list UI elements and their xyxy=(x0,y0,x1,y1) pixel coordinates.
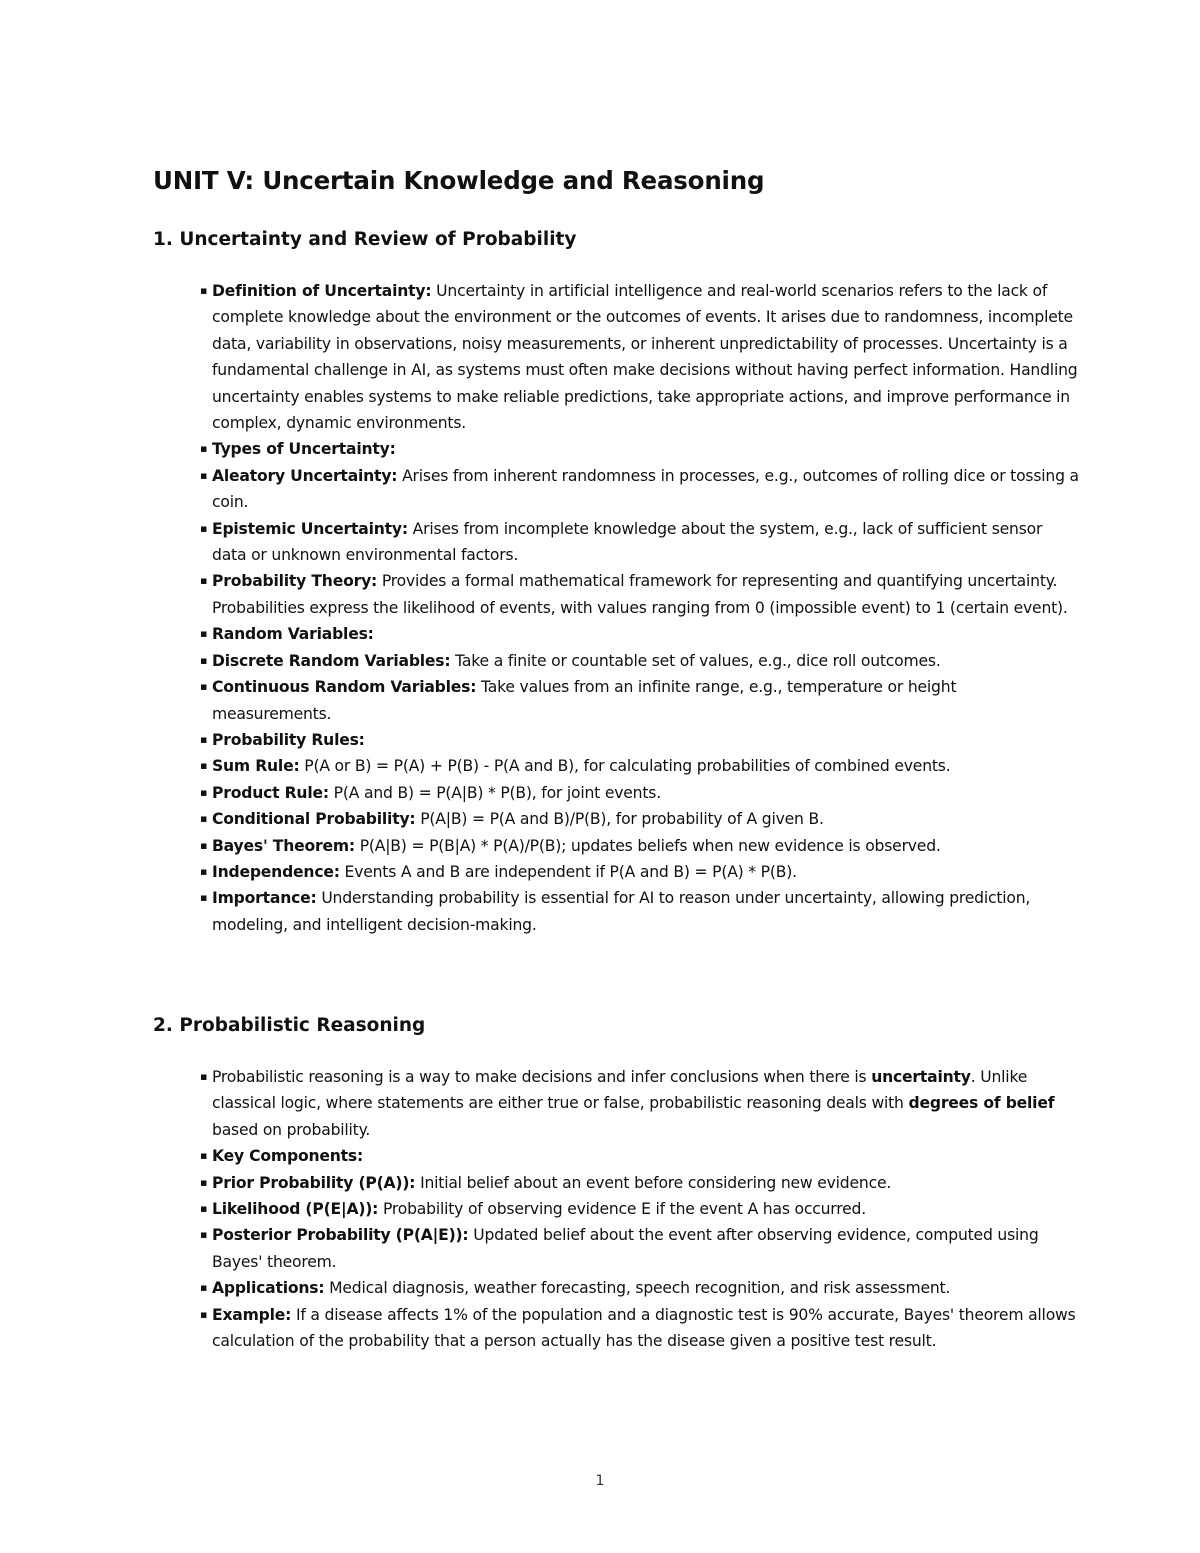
item-label: Discrete Random Variables: xyxy=(212,651,451,670)
bullet-icon: ▪ xyxy=(200,1228,208,1242)
item-label: Definition of Uncertainty: xyxy=(212,282,432,300)
list-item xyxy=(200,1222,1080,1275)
intro-text: Probabilistic reasoning is a way to make decisions and infer conclusions when there is xyxy=(212,1068,872,1086)
list-item xyxy=(200,833,1080,859)
item-label: Applications: xyxy=(212,1279,325,1298)
item-label: Bayes' Theorem: xyxy=(212,836,355,855)
bullet-icon: ▪ xyxy=(200,442,208,456)
item-text: Probability of observing evidence E if the event A has occurred. xyxy=(378,1200,866,1219)
bullet-icon: ▪ xyxy=(200,785,208,799)
list-item xyxy=(200,727,1080,753)
item-text: P(A|B) = P(A and B)/P(B), for probability of A given B. xyxy=(415,810,824,829)
bullet-icon: ▪ xyxy=(200,574,208,588)
item-label: Key Components: xyxy=(212,1147,364,1166)
list-item xyxy=(200,568,1080,621)
item-text: Take values from an infinite range, e.g., temperature or height measurements. xyxy=(212,678,957,723)
bullet-icon: ▪ xyxy=(200,732,208,746)
item-text: Events A and B are independent if P(A and B) = P(A) * P(B). xyxy=(339,862,797,881)
item-label: Aleatory Uncertainty: xyxy=(212,466,398,485)
bullet-icon: ▪ xyxy=(200,627,208,641)
item-text: Arises from inherent randomness in processes, e.g., outcomes of rolling dice or tossing a coin. xyxy=(212,466,1079,512)
list-item xyxy=(200,859,1080,885)
item-label: Random Variables: xyxy=(212,625,374,644)
item-label: Conditional Probability: xyxy=(212,810,416,829)
bullet-icon: ▪ xyxy=(200,680,208,694)
bullet-icon: ▪ xyxy=(200,838,208,852)
item-text: P(A or B) = P(A) + P(B) - P(A and B), for calculating probabilities of combined events. xyxy=(299,757,951,776)
item-text: Medical diagnosis, weather forecasting, speech recognition, and risk assessment. xyxy=(324,1279,951,1298)
list-item xyxy=(200,885,1080,938)
list-item xyxy=(200,753,1080,779)
bullet-icon: ▪ xyxy=(200,468,208,482)
list-item-intro xyxy=(200,1064,1080,1143)
list-item xyxy=(200,621,1080,647)
item-text: Understanding probability is essential for AI to reason under uncertainty, allowing prediction, modeling, and intelligent decision-making. xyxy=(212,889,1031,934)
bullet-icon: ▪ xyxy=(200,1307,208,1321)
list-item xyxy=(200,674,1080,727)
item-text: Take a finite or countable set of values, e.g., dice roll outcomes. xyxy=(450,651,941,670)
list-item xyxy=(200,463,1080,516)
list-item xyxy=(200,1302,1080,1355)
item-text: If a disease affects 1% of the population and a diagnostic test is 90% accurate, Bayes' theorem allows calculation of the probability that a person actually has the disease given a positive test result. xyxy=(212,1305,1076,1351)
item-text: Uncertainty in artificial intelligence and real-world scenarios refers to the lack of complete knowledge about the environment or the outcomes of events. It arises due to randomness, incomplete data, variability in observations, noisy measurements, or inherent unpredictability of processes. Uncertainty is a fundamental challenge in AI, as systems must often make decisions without having perfect information. Handling uncertainty enables systems to make reliable predictions, take appropriate actions, and improve performance in complex, dynamic environments. xyxy=(212,282,1078,433)
item-label: Types of Uncertainty: xyxy=(212,440,396,459)
bullet-icon: ▪ xyxy=(200,521,208,535)
list-item xyxy=(200,436,1080,462)
list-item xyxy=(200,1196,1080,1222)
item-text: Initial belief about an event before considering new evidence. xyxy=(415,1173,892,1192)
page-title: UNIT V: Uncertain Knowledge and Reasoning xyxy=(153,166,765,195)
item-label: Example: xyxy=(212,1305,292,1324)
item-label: Likelihood (P(E|A)): xyxy=(212,1200,379,1219)
bullet-icon: ▪ xyxy=(200,284,208,297)
bullet-icon: ▪ xyxy=(200,1149,208,1163)
item-label: Probability Rules: xyxy=(212,730,365,749)
section-heading-uncertainty: 1. Uncertainty and Review of Probability xyxy=(153,229,577,250)
item-label: Continuous Random Variables: xyxy=(212,678,477,697)
bullet-list-uncertainty xyxy=(200,278,1080,938)
intro-emphasis: degrees of belief xyxy=(908,1094,1055,1113)
item-label: Epistemic Uncertainty: xyxy=(212,519,408,538)
page-number: 1 xyxy=(595,1473,605,1489)
item-text: Updated belief about the event after observing evidence, computed using Bayes' theorem. xyxy=(212,1226,1039,1271)
bullet-icon: ▪ xyxy=(200,1175,208,1189)
item-label: Prior Probability (P(A)): xyxy=(212,1173,416,1192)
item-label: Importance: xyxy=(212,889,317,908)
item-text: Provides a formal mathematical framework for representing and quantifying uncertainty. Probabilities express the likelihood of events, with values ranging from 0 (impossible event) to 1 (certain event). xyxy=(212,572,1068,617)
list-item xyxy=(200,648,1080,674)
bullet-icon: ▪ xyxy=(200,759,208,773)
item-label: Posterior Probability (P(A|E)): xyxy=(212,1226,469,1245)
item-text: P(A and B) = P(A|B) * P(B), for joint events. xyxy=(328,783,661,802)
intro-emphasis: uncertainty xyxy=(871,1068,971,1086)
bullet-icon: ▪ xyxy=(200,812,208,826)
list-item xyxy=(200,806,1080,832)
intro-text: . Unlike classical logic, where statements are either true or false, probabilistic reasoning deals with xyxy=(212,1068,1028,1113)
bullet-icon: ▪ xyxy=(200,864,208,878)
bullet-icon: ▪ xyxy=(200,1281,208,1295)
section-heading-probabilistic-reasoning: 2. Probabilistic Reasoning xyxy=(153,1015,426,1036)
item-label: Independence: xyxy=(212,862,340,881)
item-text: Arises from incomplete knowledge about the system, e.g., lack of sufficient sensor data or unknown environmental factors. xyxy=(212,519,1043,565)
item-label: Probability Theory: xyxy=(212,572,378,591)
bullet-icon: ▪ xyxy=(200,1070,208,1083)
list-item xyxy=(200,1143,1080,1169)
item-text: P(A|B) = P(B|A) * P(A)/P(B); updates beliefs when new evidence is observed. xyxy=(354,836,941,855)
bullet-icon: ▪ xyxy=(200,891,208,905)
list-item xyxy=(200,1275,1080,1301)
bullet-icon: ▪ xyxy=(200,653,208,667)
list-item xyxy=(200,780,1080,806)
intro-text: based on probability. xyxy=(212,1120,371,1139)
item-label: Sum Rule: xyxy=(212,757,300,776)
item-label: Product Rule: xyxy=(212,783,329,802)
bullet-list-probabilistic-reasoning xyxy=(200,1064,1080,1354)
bullet-icon: ▪ xyxy=(200,1202,208,1216)
list-item xyxy=(200,278,1080,436)
list-item xyxy=(200,516,1080,569)
list-item xyxy=(200,1170,1080,1196)
